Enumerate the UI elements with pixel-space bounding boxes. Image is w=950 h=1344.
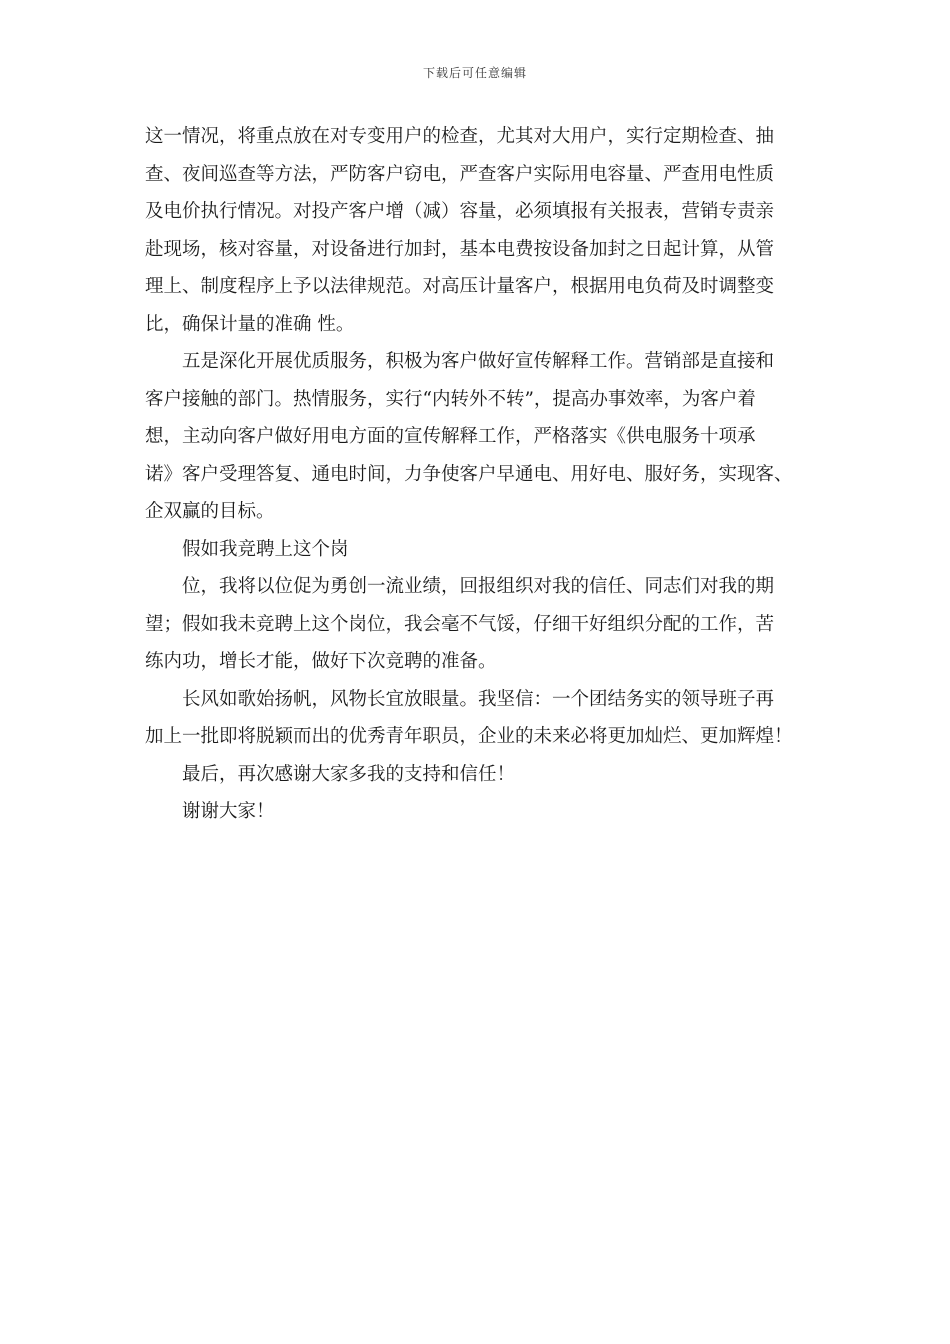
- text-line: 查、夜间巡查等方法，严防客户窃电，严查客户实际用电容量、严查用电性质: [145, 163, 775, 185]
- text-line: 赴现场，核对容量，对设备进行加封，基本电费按设备加封之日起计算，从管: [145, 238, 775, 260]
- document-body: [145, 118, 825, 831]
- text-line: 五是深化开展优质服务，积极为客户做好宣传解释工作。营销部是直接和: [182, 351, 775, 372]
- text-line: 谢谢大家！: [182, 801, 275, 822]
- text-line: 望；假如我未竞聘上这个岗位，我会毫不气馁，仔细干好组织分配的工作，苦: [145, 613, 775, 635]
- text-line: 理上、制度程序上予以法律规范。对高压计量客户，根据用电负荷及时调整变: [145, 276, 775, 297]
- page-header: 下载后可任意编辑: [422, 66, 527, 80]
- text-line: 位，我将以位促为勇创一流业绩，回报组织对我的信任、同志们对我的期: [182, 576, 775, 597]
- text-line: 长风如歌始扬帆，风物长宜放眼量。我坚信：一个团结务实的领导班子再: [182, 688, 775, 710]
- text-line: 这一情况，将重点放在对专变用户的检查，尤其对大用户，实行定期检查、抽: [145, 126, 775, 147]
- text-line: 假如我竞聘上这个岗: [182, 538, 349, 560]
- text-line: 诺》客户受理答复、通电时间，力争使客户早通电、用好电、服好务，实现客、: [145, 463, 793, 485]
- text-line: 想，主动向客户做好用电方面的宣传解释工作，严格落实《供电服务十项承: [145, 426, 756, 447]
- text-line: 最后，再次感谢大家多我的支持和信任！: [182, 763, 516, 785]
- text-line: 客户接触的部门。热情服务，实行“内转外不转”，提高办事效率，为客户着: [145, 388, 756, 410]
- text-line: 练内功，增长才能，做好下次竞聘的准备。: [145, 651, 497, 672]
- text-line: 加上一批即将脱颖而出的优秀青年职员，企业的未来必将更加灿烂、更加辉煌！: [145, 726, 793, 747]
- text-line: 比，确保计量的准确 性。: [145, 313, 355, 335]
- text-line: 及电价执行情况。对投产客户增（减）容量，必须填报有关报表，营销专责亲: [145, 201, 775, 222]
- text-line: 企双赢的目标。: [145, 501, 275, 522]
